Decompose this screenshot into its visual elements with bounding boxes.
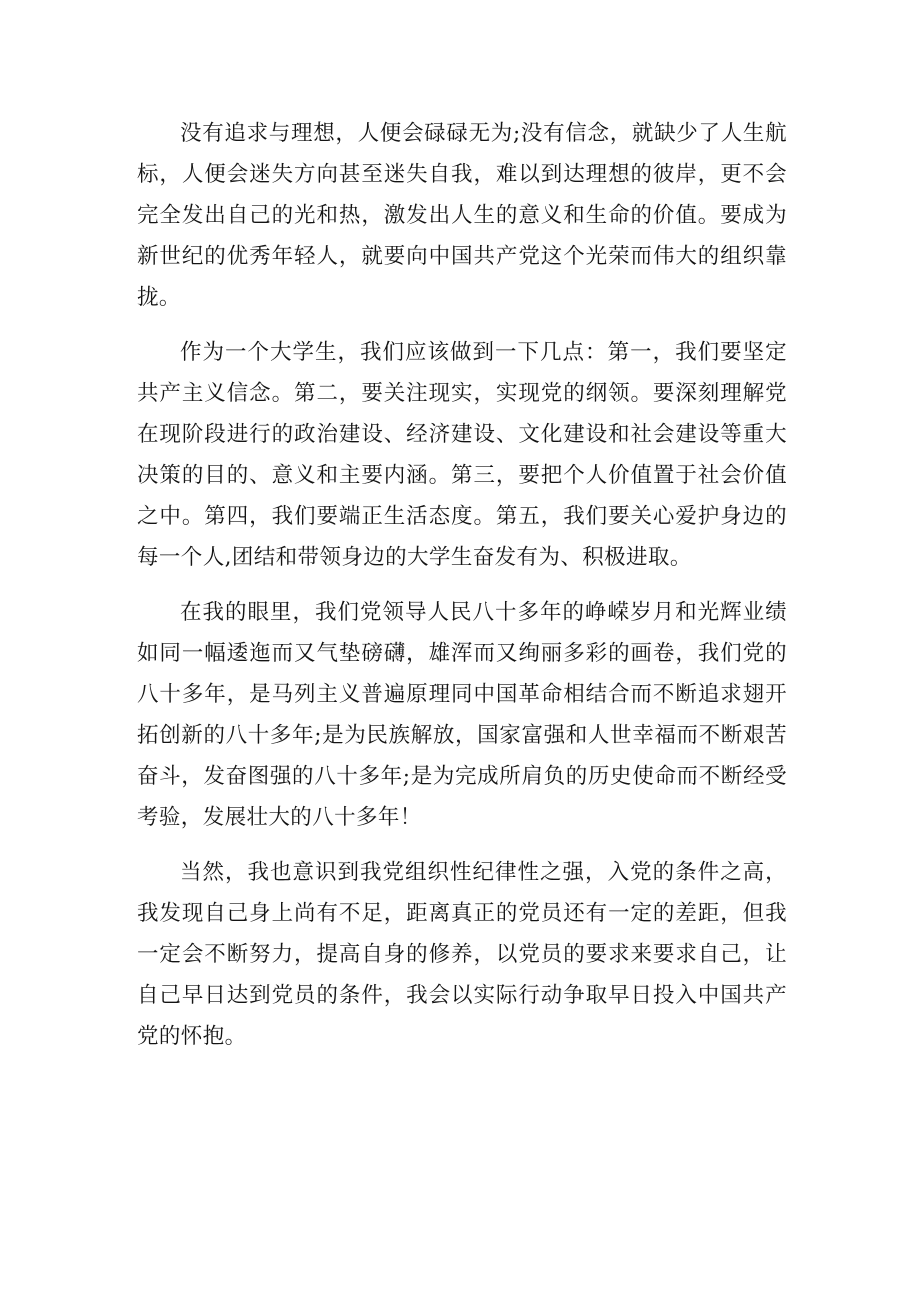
paragraph-4: 当然，我也意识到我党组织性纪律性之强，入党的条件之高，我发现自己身上尚有不足，距离真正的党员还有一定的差距，但我一定会不断努力，提高自身的修养，以党员的要求来要求自己，让自己早日达到党员的条件，我会以实际行动争取早日投入中国共产党的怀抱。 xyxy=(137,860,787,1049)
paragraph-2: 作为一个大学生，我们应该做到一下几点：第一，我们要坚定共产主义信念。第二，要关注现实，实现党的纲领。要深刻理解党在现阶段进行的政治建设、经济建设、文化建设和社会建设等重大决策的目的、意义和主要内涵。第三，要把个人价值置于社会价值之中。第四，我们要端正生活态度。第五，我们要关心爱护身边的每一个人,团结和带领身边的大学生奋发有为、积极进取。 xyxy=(137,340,787,570)
document-body xyxy=(137,113,787,1071)
paragraph-3: 在我的眼里，我们党领导人民八十多年的峥嵘岁月和光辉业绩如同一幅逶迤而又气垫磅礴，雄浑而又绚丽多彩的画卷，我们党的八十多年，是马列主义普遍原理同中国革命相结合而不断追求翅开拓创新的八十多年;是为民族解放，国家富强和人世幸福而不断艰苦奋斗，发奋图强的八十多年;是为完成所肩负的历史使命而不断经受考验，发展壮大的八十多年！ xyxy=(137,600,787,830)
paragraph-1: 没有追求与理想，人便会碌碌无为;没有信念，就缺少了人生航标，人便会迷失方向甚至迷失自我，难以到达理想的彼岸，更不会完全发出自己的光和热，激发出人生的意义和生命的价值。要成为新世纪的优秀年轻人，就要向中国共产党这个光荣而伟大的组织靠拢。 xyxy=(137,121,787,310)
